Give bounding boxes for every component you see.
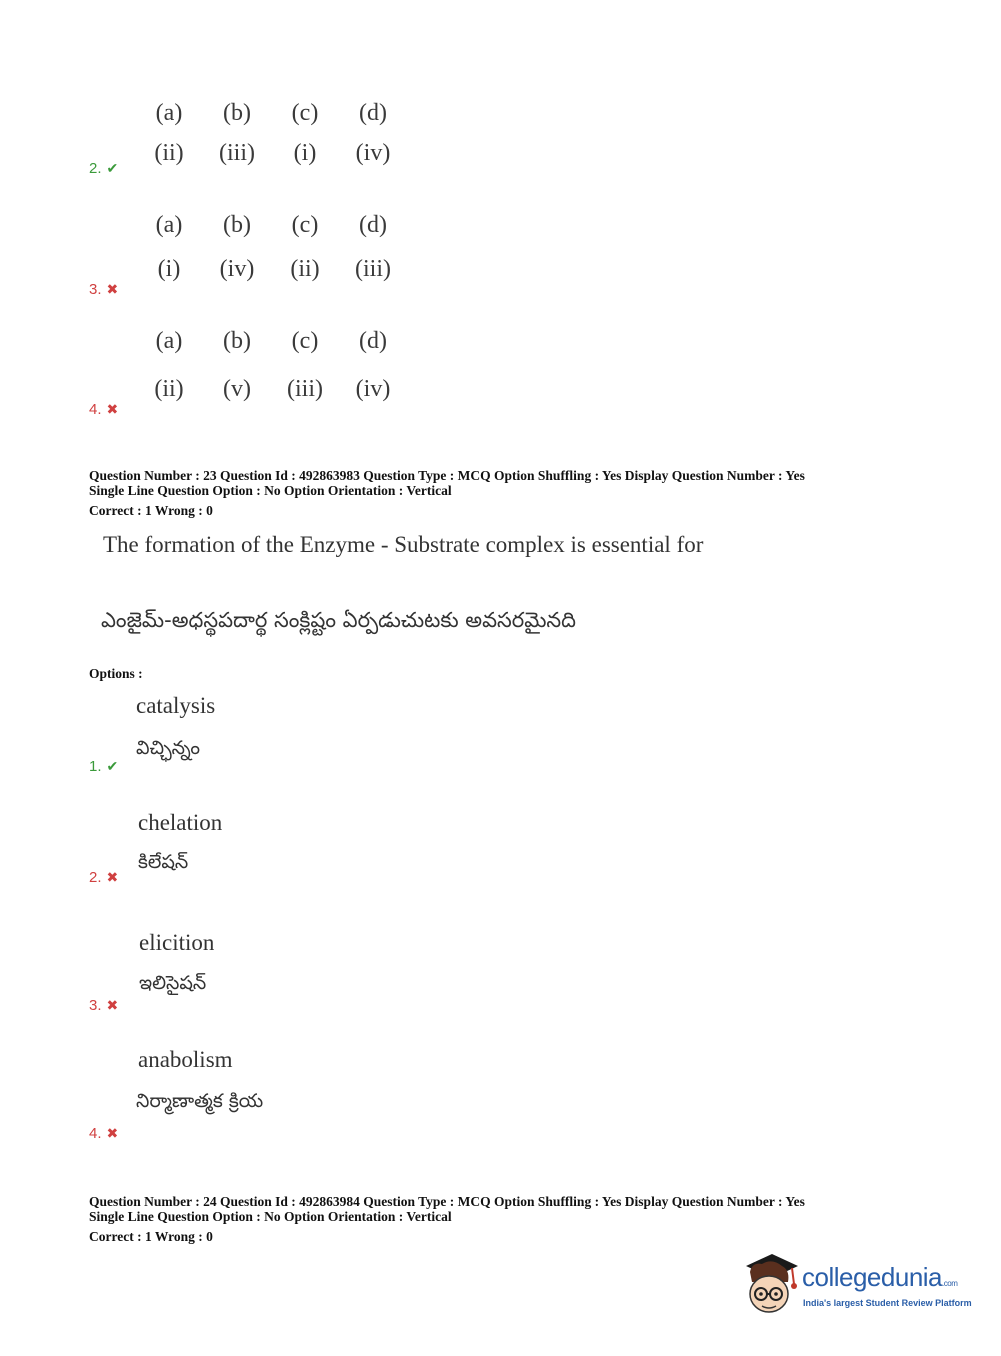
option-text-telugu: ఇలిసైషన్ (139, 972, 207, 994)
option-text-english: anabolism (138, 1047, 233, 1072)
check-icon: ✔ (106, 758, 119, 774)
cross-icon: ✖ (106, 281, 119, 297)
question-marks: Correct : 1 Wrong : 0 (89, 503, 213, 518)
option-text-english: chelation (138, 810, 223, 835)
match-values-row: (ii) (iii) (i) (iv) (154, 140, 391, 166)
option-text-telugu: విచ్ఛిన్నం (136, 737, 201, 759)
collegedunia-logo[interactable] (742, 1248, 972, 1320)
question-meta-line1: Question Number : 24 Question Id : 492863984 Question Type : MCQ Option Shuffling : Yes Display Question Number : Yes (89, 1194, 805, 1209)
match-header-row: (a) (b) (c) (d) (155, 100, 387, 126)
match-header-row: (a) (b) (c) (d) (155, 328, 387, 354)
question-meta-line1: Question Number : 23 Question Id : 492863983 Question Type : MCQ Option Shuffling : Yes Display Question Number : Yes (89, 468, 805, 483)
match-values-row: (i) (iv) (ii) (iii) (157, 256, 391, 282)
option-number: 1. ✔ (89, 758, 119, 775)
option-number: 4. ✖ (89, 1125, 119, 1142)
option-text-english: elicition (139, 930, 215, 955)
question-marks: Correct : 1 Wrong : 0 (89, 1229, 213, 1244)
option-text-telugu: నిర్మాణాత్మక క్రియ (136, 1090, 264, 1112)
check-icon: ✔ (106, 160, 119, 176)
option-number: 2. ✖ (89, 869, 119, 886)
question-text-english: The formation of the Enzyme - Substrate complex is essential for (103, 532, 704, 557)
cross-icon: ✖ (106, 1125, 119, 1141)
logo-tagline: India's largest Student Review Platform (803, 1298, 972, 1308)
question-meta-line2: Single Line Question Option : No Option Orientation : Vertical (89, 483, 452, 498)
option-number: 2. ✔ (89, 160, 119, 177)
cross-icon: ✖ (106, 869, 119, 885)
option-text-english: catalysis (136, 693, 216, 718)
logo-wordmark: collegedunia.com (802, 1262, 958, 1292)
option-text-telugu: కిలేషన్ (138, 851, 189, 873)
logo-suffix: .com (942, 1279, 958, 1288)
options-label: Options : (89, 666, 143, 681)
mascot-icon (742, 1248, 800, 1320)
question-meta-line2: Single Line Question Option : No Option Orientation : Vertical (89, 1209, 452, 1224)
match-values-row: (ii) (v) (iii) (iv) (154, 376, 391, 402)
option-number: 3. ✖ (89, 997, 119, 1014)
option-number: 4. ✖ (89, 401, 119, 418)
cross-icon: ✖ (106, 997, 119, 1013)
match-header-row: (a) (b) (c) (d) (155, 212, 387, 238)
cross-icon: ✖ (106, 401, 119, 417)
question-text-telugu: ఎంజైమ్-అధస్థపదార్థ సంక్లిష్టం ఏర్పడుచుటకు అవసరమైనది (101, 608, 576, 632)
option-number: 3. ✖ (89, 281, 119, 298)
